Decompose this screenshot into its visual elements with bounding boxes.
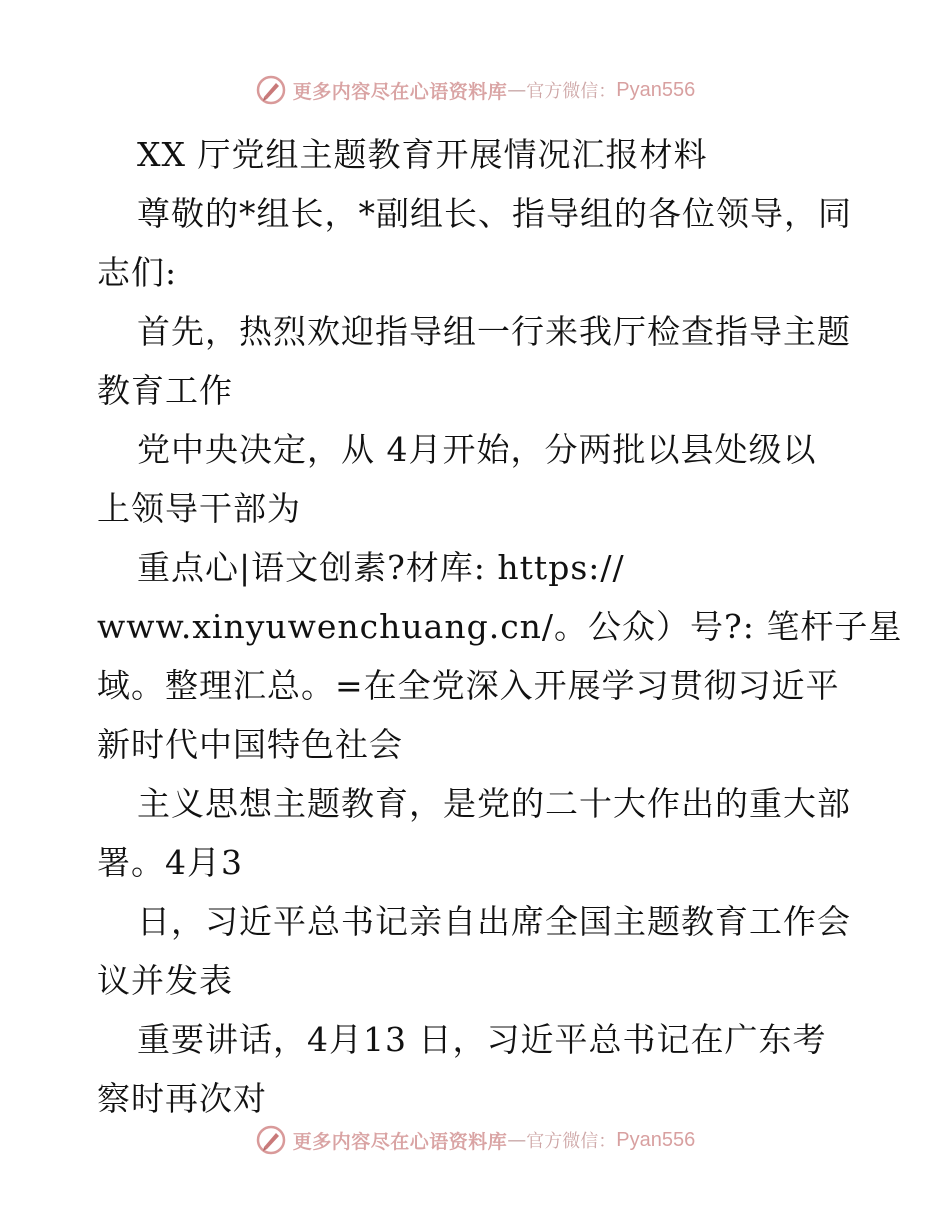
document-body [97,125,903,1128]
text-line: 教育工作 [97,371,233,410]
header-wechat-id: Pyan556 [616,78,696,101]
text-line: 察时再次对 [97,1079,267,1118]
header-watermark [0,70,950,110]
document-title: XX 厅党组主题教育开展情况汇报材料 [137,135,708,174]
header-wechat-label: 官方微信： [526,81,617,102]
footer-site-text: 更多内容尽在心语资料库 [292,1130,508,1153]
text-line: 日，习近平总书记亲自出席全国主题教育工作会 [137,902,851,941]
header-site-text: 更多内容尽在心语资料库 [292,80,508,103]
text-line: 首先，热烈欢迎指导组一行来我厅检查指导主题 [137,312,851,351]
text-line: 尊敬的*组长，*副组长、指导组的各位领导，同 [137,194,852,233]
text-line: 志们: [97,253,178,292]
footer-separator: — [507,1129,527,1151]
header-separator: — [507,79,527,101]
text-line: 重要讲话，4月13 日，习近平总书记在广东考 [137,1020,827,1059]
text-line: 重点心|语文创素?材库: https:// [137,548,625,587]
text-line: 上领导干部为 [97,489,301,528]
pen-logo-icon [255,74,287,106]
text-line: 域。整理汇总。=在全党深入开展学习贯彻习近平 [97,666,840,705]
footer-watermark [0,1120,950,1160]
text-line: 党中央决定，从 4月开始，分两批以县处级以 [137,430,817,469]
text-line: 主义思想主题教育，是党的二十大作出的重大部 [137,784,851,823]
text-line: www.xinyuwenchuang.cn/。公众）号?: 笔杆子星 [97,607,903,646]
text-line: 署。4月3 [97,843,243,882]
text-line: 议并发表 [97,961,233,1000]
pen-logo-icon [255,1124,287,1156]
footer-wechat-id: Pyan556 [616,1128,696,1151]
text-line: 新时代中国特色社会 [97,725,403,764]
footer-wechat-label: 官方微信： [526,1131,617,1152]
